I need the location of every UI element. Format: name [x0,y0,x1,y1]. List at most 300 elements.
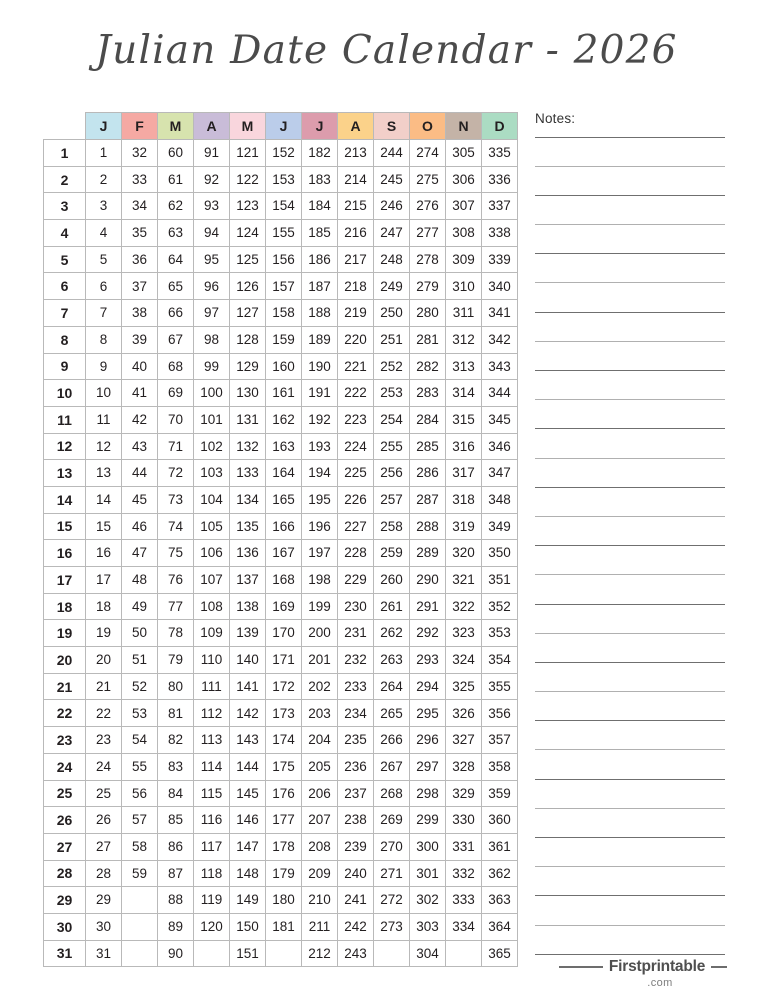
julian-day-cell: 148 [230,860,266,887]
day-of-month-cell: 12 [44,433,86,460]
julian-day-cell: 258 [374,513,410,540]
julian-day-cell: 347 [482,460,518,487]
julian-day-cell: 151 [230,940,266,967]
julian-day-cell: 302 [410,887,446,914]
julian-day-cell: 66 [158,300,194,327]
julian-day-cell: 228 [338,540,374,567]
julian-day-cell: 167 [266,540,302,567]
julian-day-cell: 12 [86,433,122,460]
julian-day-cell: 332 [446,860,482,887]
julian-day-cell: 337 [482,193,518,220]
julian-day-cell: 114 [194,753,230,780]
notes-line[interactable] [535,399,725,400]
table-row [44,326,518,353]
julian-day-cell: 97 [194,300,230,327]
julian-day-cell: 256 [374,460,410,487]
julian-day-cell: 27 [86,833,122,860]
table-row [44,780,518,807]
julian-day-cell: 236 [338,753,374,780]
julian-day-cell: 284 [410,406,446,433]
julian-day-cell: 215 [338,193,374,220]
julian-day-cell: 131 [230,406,266,433]
julian-day-cell: 21 [86,673,122,700]
julian-day-cell: 363 [482,887,518,914]
notes-line[interactable] [535,516,725,517]
notes-line[interactable] [535,545,725,546]
julian-day-cell: 339 [482,246,518,273]
table-row [44,647,518,674]
julian-day-cell: 216 [338,220,374,247]
julian-day-cell: 221 [338,353,374,380]
julian-day-cell: 265 [374,700,410,727]
julian-day-cell: 108 [194,593,230,620]
julian-day-cell: 296 [410,727,446,754]
day-of-month-cell: 14 [44,486,86,513]
table-row [44,673,518,700]
julian-day-cell: 4 [86,220,122,247]
julian-day-cell: 158 [266,300,302,327]
julian-day-cell: 225 [338,460,374,487]
julian-day-cell: 240 [338,860,374,887]
julian-day-cell: 323 [446,620,482,647]
julian-day-cell: 45 [122,486,158,513]
julian-day-cell: 287 [410,486,446,513]
notes-panel [535,112,727,983]
julian-day-cell: 245 [374,166,410,193]
julian-day-cell: 242 [338,913,374,940]
notes-line[interactable] [535,137,725,138]
julian-day-cell: 327 [446,727,482,754]
julian-day-cell: 94 [194,220,230,247]
julian-day-cell: 32 [122,140,158,167]
julian-day-cell: 98 [194,326,230,353]
julian-day-cell: 198 [302,567,338,594]
julian-day-cell: 212 [302,940,338,967]
julian-day-cell: 316 [446,433,482,460]
julian-day-cell: 120 [194,913,230,940]
julian-day-cell: 53 [122,700,158,727]
notes-line[interactable] [535,691,725,692]
julian-day-cell: 218 [338,273,374,300]
julian-day-cell: 266 [374,727,410,754]
julian-day-cell: 133 [230,460,266,487]
day-of-month-cell: 21 [44,673,86,700]
julian-day-cell: 286 [410,460,446,487]
julian-day-cell: 91 [194,140,230,167]
julian-day-cell: 100 [194,380,230,407]
julian-day-cell: 184 [302,193,338,220]
corner-cell [44,113,86,140]
brand-row [545,958,741,976]
notes-line[interactable] [535,253,725,254]
julian-day-cell: 352 [482,593,518,620]
table-row [44,246,518,273]
julian-day-cell: 93 [194,193,230,220]
julian-day-cell: 227 [338,513,374,540]
julian-day-cell: 188 [302,300,338,327]
day-of-month-cell: 22 [44,700,86,727]
julian-day-cell: 351 [482,567,518,594]
julian-day-cell: 54 [122,727,158,754]
julian-day-cell: 183 [302,166,338,193]
notes-line[interactable] [535,224,725,225]
julian-day-cell: 2 [86,166,122,193]
julian-day-cell: 264 [374,673,410,700]
julian-day-cell: 16 [86,540,122,567]
month-header-june: J [266,113,302,140]
julian-day-cell: 67 [158,326,194,353]
julian-day-cell: 348 [482,486,518,513]
julian-day-cell: 43 [122,433,158,460]
julian-day-cell: 50 [122,620,158,647]
julian-day-cell: 185 [302,220,338,247]
julian-day-cell: 72 [158,460,194,487]
julian-day-cell: 246 [374,193,410,220]
julian-day-cell: 117 [194,833,230,860]
julian-day-cell: 247 [374,220,410,247]
julian-day-cell: 194 [302,460,338,487]
day-of-month-cell: 24 [44,753,86,780]
notes-line[interactable] [535,866,725,867]
julian-day-cell: 115 [194,780,230,807]
notes-line[interactable] [535,166,725,167]
julian-day-cell: 301 [410,860,446,887]
julian-day-cell: 69 [158,380,194,407]
julian-day-cell: 82 [158,727,194,754]
julian-day-cell: 186 [302,246,338,273]
table-body [44,140,518,967]
julian-day-cell: 237 [338,780,374,807]
day-of-month-cell: 7 [44,300,86,327]
julian-day-cell: 20 [86,647,122,674]
julian-day-cell: 84 [158,780,194,807]
julian-day-cell: 123 [230,193,266,220]
calendar-table-wrapper [43,112,517,967]
notes-label: Notes: [535,111,576,126]
notes-line[interactable] [535,954,725,955]
julian-day-cell: 139 [230,620,266,647]
julian-day-cell: 30 [86,913,122,940]
julian-day-cell: 267 [374,753,410,780]
julian-day-cell: 206 [302,780,338,807]
julian-day-cell: 362 [482,860,518,887]
julian-day-cell: 60 [158,140,194,167]
julian-day-cell: 34 [122,193,158,220]
notes-line[interactable] [535,633,725,634]
julian-day-cell: 270 [374,833,410,860]
julian-day-cell: 80 [158,673,194,700]
julian-day-cell: 63 [158,220,194,247]
julian-day-cell: 201 [302,647,338,674]
julian-day-cell: 164 [266,460,302,487]
julian-day-cell: 252 [374,353,410,380]
julian-day-cell: 96 [194,273,230,300]
table-row [44,567,518,594]
julian-day-cell: 147 [230,833,266,860]
julian-day-cell: 157 [266,273,302,300]
julian-day-cell: 37 [122,273,158,300]
day-of-month-cell: 3 [44,193,86,220]
julian-day-cell: 142 [230,700,266,727]
julian-day-cell: 26 [86,807,122,834]
julian-day-cell: 235 [338,727,374,754]
julian-day-cell: 33 [122,166,158,193]
julian-day-cell: 172 [266,673,302,700]
julian-day-cell: 76 [158,567,194,594]
julian-day-cell: 79 [158,647,194,674]
julian-day-cell: 36 [122,246,158,273]
julian-day-cell: 11 [86,406,122,433]
julian-day-cell: 124 [230,220,266,247]
julian-day-cell: 159 [266,326,302,353]
julian-day-cell: 325 [446,673,482,700]
day-of-month-cell: 20 [44,647,86,674]
julian-day-cell: 180 [266,887,302,914]
julian-day-cell: 280 [410,300,446,327]
julian-day-cell: 137 [230,567,266,594]
notes-line[interactable] [535,428,725,429]
julian-day-cell: 111 [194,673,230,700]
julian-day-cell: 338 [482,220,518,247]
julian-day-cell: 303 [410,913,446,940]
julian-day-cell: 321 [446,567,482,594]
julian-day-cell: 31 [86,940,122,967]
julian-day-cell: 177 [266,807,302,834]
notes-line[interactable] [535,925,725,926]
julian-day-cell: 61 [158,166,194,193]
julian-day-cell: 192 [302,406,338,433]
julian-day-cell: 47 [122,540,158,567]
table-row [44,140,518,167]
julian-day-cell: 291 [410,593,446,620]
julian-day-cell: 226 [338,486,374,513]
julian-day-cell: 160 [266,353,302,380]
julian-day-cell: 295 [410,700,446,727]
day-of-month-cell: 15 [44,513,86,540]
julian-day-cell: 350 [482,540,518,567]
day-of-month-cell: 4 [44,220,86,247]
julian-day-cell: 274 [410,140,446,167]
julian-day-cell: 200 [302,620,338,647]
julian-day-cell: 299 [410,807,446,834]
julian-day-cell: 101 [194,406,230,433]
julian-day-cell: 261 [374,593,410,620]
julian-day-cell: 329 [446,780,482,807]
julian-day-cell: 255 [374,433,410,460]
julian-day-cell: 121 [230,140,266,167]
julian-day-cell: 344 [482,380,518,407]
julian-day-cell: 310 [446,273,482,300]
table-row [44,353,518,380]
notes-line[interactable] [535,837,725,838]
julian-day-cell: 75 [158,540,194,567]
julian-day-cell: 171 [266,647,302,674]
notes-line[interactable] [535,779,725,780]
julian-day-cell: 85 [158,807,194,834]
day-of-month-cell: 23 [44,727,86,754]
day-of-month-cell: 5 [44,246,86,273]
julian-day-cell: 199 [302,593,338,620]
julian-day-cell: 55 [122,753,158,780]
table-row [44,460,518,487]
julian-day-cell: 358 [482,753,518,780]
julian-day-cell: 196 [302,513,338,540]
table-row [44,300,518,327]
julian-day-cell: 28 [86,860,122,887]
julian-day-cell: 311 [446,300,482,327]
julian-day-cell: 64 [158,246,194,273]
notes-line[interactable] [535,487,725,488]
julian-day-cell: 259 [374,540,410,567]
julian-day-cell: 127 [230,300,266,327]
julian-day-cell: 231 [338,620,374,647]
julian-day-cell [446,940,482,967]
julian-day-cell: 269 [374,807,410,834]
julian-day-cell: 278 [410,246,446,273]
julian-day-cell: 46 [122,513,158,540]
julian-day-cell: 343 [482,353,518,380]
julian-day-cell [122,940,158,967]
notes-line[interactable] [535,312,725,313]
julian-day-cell: 250 [374,300,410,327]
julian-day-cell: 324 [446,647,482,674]
table-row [44,807,518,834]
julian-day-cell: 5 [86,246,122,273]
notes-line[interactable] [535,749,725,750]
day-of-month-cell: 10 [44,380,86,407]
julian-day-cell: 118 [194,860,230,887]
julian-day-cell: 361 [482,833,518,860]
julian-day-cell: 251 [374,326,410,353]
julian-day-cell: 176 [266,780,302,807]
notes-line[interactable] [535,808,725,809]
day-of-month-cell: 26 [44,807,86,834]
julian-day-cell: 277 [410,220,446,247]
julian-day-cell: 298 [410,780,446,807]
julian-day-cell: 92 [194,166,230,193]
table-row [44,433,518,460]
notes-lines-container [535,137,727,955]
julian-day-cell: 191 [302,380,338,407]
day-of-month-cell: 19 [44,620,86,647]
julian-day-cell: 15 [86,513,122,540]
day-of-month-cell: 17 [44,567,86,594]
brand-tld: .com [647,977,673,989]
julian-day-cell [122,913,158,940]
notes-line[interactable] [535,895,725,896]
julian-day-cell: 273 [374,913,410,940]
julian-day-cell: 89 [158,913,194,940]
julian-day-cell: 14 [86,486,122,513]
julian-day-cell: 41 [122,380,158,407]
day-of-month-cell: 11 [44,406,86,433]
julian-day-cell: 241 [338,887,374,914]
julian-day-cell: 294 [410,673,446,700]
julian-day-cell: 333 [446,887,482,914]
day-of-month-cell: 9 [44,353,86,380]
julian-day-cell: 56 [122,780,158,807]
julian-day-cell: 145 [230,780,266,807]
notes-line[interactable] [535,341,725,342]
month-header-september: S [374,113,410,140]
julian-day-cell: 248 [374,246,410,273]
table-row [44,273,518,300]
table-row [44,860,518,887]
julian-day-cell: 208 [302,833,338,860]
julian-day-cell: 282 [410,353,446,380]
julian-day-cell: 8 [86,326,122,353]
julian-day-cell: 260 [374,567,410,594]
julian-day-cell: 42 [122,406,158,433]
julian-day-cell: 253 [374,380,410,407]
notes-line[interactable] [535,662,725,663]
julian-day-cell: 213 [338,140,374,167]
notes-line[interactable] [535,282,725,283]
julian-day-cell: 205 [302,753,338,780]
notes-line[interactable] [535,574,725,575]
julian-day-cell: 138 [230,593,266,620]
julian-day-cell: 162 [266,406,302,433]
julian-day-cell: 308 [446,220,482,247]
julian-day-cell: 283 [410,380,446,407]
julian-day-cell: 217 [338,246,374,273]
julian-day-cell: 331 [446,833,482,860]
notes-line[interactable] [535,195,725,196]
julian-day-cell: 355 [482,673,518,700]
julian-day-cell: 65 [158,273,194,300]
julian-day-cell: 58 [122,833,158,860]
julian-day-cell: 288 [410,513,446,540]
julian-day-cell: 271 [374,860,410,887]
julian-day-cell: 257 [374,486,410,513]
julian-day-cell: 181 [266,913,302,940]
julian-day-cell: 78 [158,620,194,647]
julian-day-cell [374,940,410,967]
table-row [44,540,518,567]
julian-day-cell: 174 [266,727,302,754]
julian-day-cell: 87 [158,860,194,887]
julian-day-cell: 279 [410,273,446,300]
table-row [44,486,518,513]
julian-day-cell: 309 [446,246,482,273]
julian-day-cell: 132 [230,433,266,460]
julian-day-cell: 313 [446,353,482,380]
julian-day-cell: 276 [410,193,446,220]
julian-day-cell: 49 [122,593,158,620]
julian-day-cell: 341 [482,300,518,327]
julian-day-cell: 135 [230,513,266,540]
notes-line[interactable] [535,458,725,459]
julian-day-cell: 290 [410,567,446,594]
julian-day-cell: 314 [446,380,482,407]
julian-day-cell: 204 [302,727,338,754]
julian-day-cell: 263 [374,647,410,674]
month-header-april: A [194,113,230,140]
notes-line[interactable] [535,604,725,605]
julian-day-cell: 219 [338,300,374,327]
julian-day-cell: 326 [446,700,482,727]
table-row [44,833,518,860]
notes-line[interactable] [535,370,725,371]
julian-day-cell: 74 [158,513,194,540]
month-header-february: F [122,113,158,140]
julian-day-cell: 7 [86,300,122,327]
julian-day-cell: 210 [302,887,338,914]
julian-day-cell: 104 [194,486,230,513]
notes-line[interactable] [535,720,725,721]
julian-day-cell: 70 [158,406,194,433]
julian-day-cell: 122 [230,166,266,193]
